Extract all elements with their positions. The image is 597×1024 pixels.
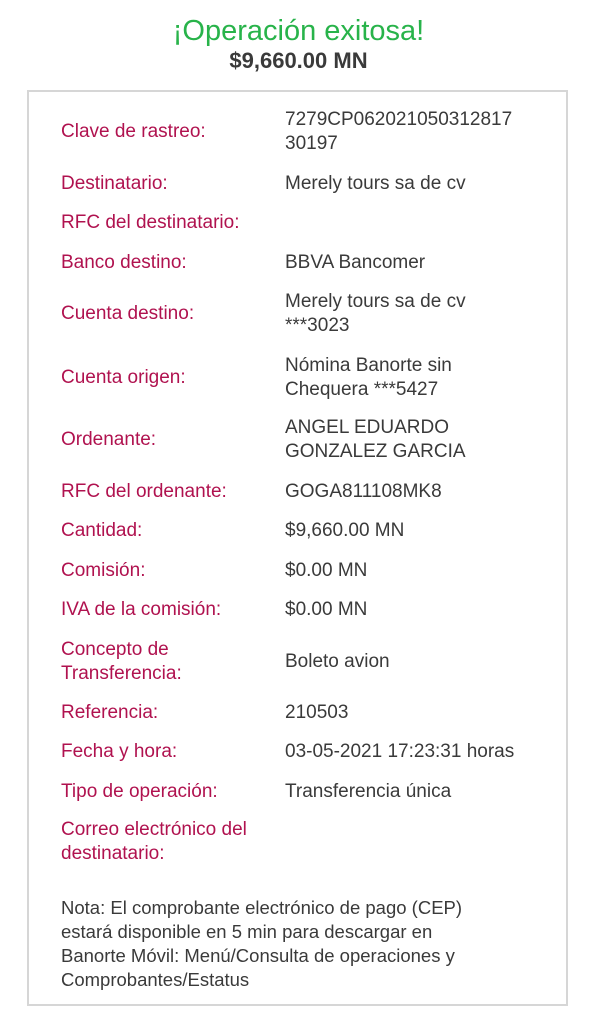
fecha-hora-label: Fecha y hora: bbox=[61, 741, 178, 762]
cep-note bbox=[61, 896, 541, 992]
header bbox=[0, 0, 597, 74]
clave-rastreo-value bbox=[285, 108, 555, 156]
referencia-value: 210503 bbox=[285, 702, 349, 723]
correo-label-line1: Correo electrónico del bbox=[61, 819, 247, 840]
ordenante-value bbox=[285, 416, 555, 464]
ordenante-value-line1: ANGEL EDUARDO bbox=[285, 417, 449, 438]
iva-comision-label: IVA de la comisión: bbox=[61, 599, 222, 620]
banco-destino-value: BBVA Bancomer bbox=[285, 252, 426, 273]
concepto-label-line1: Concepto de bbox=[61, 639, 169, 660]
correo-label bbox=[61, 818, 301, 866]
tipo-operacion-label: Tipo de operación: bbox=[61, 781, 218, 802]
clave-rastreo-value-line2: 30197 bbox=[285, 133, 338, 154]
rfc-destinatario-label: RFC del destinatario: bbox=[61, 212, 240, 233]
concepto-value: Boleto avion bbox=[285, 651, 390, 672]
rfc-ordenante-label: RFC del ordenante: bbox=[61, 481, 227, 502]
cuenta-origen-value bbox=[285, 354, 555, 402]
cuenta-destino-value-line2: ***3023 bbox=[285, 315, 350, 336]
clave-rastreo-label: Clave de rastreo: bbox=[61, 121, 206, 142]
note-line4: Comprobantes/Estatus bbox=[61, 969, 250, 990]
destinatario-label: Destinatario: bbox=[61, 173, 168, 194]
cuenta-origen-value-line1: Nómina Banorte sin bbox=[285, 355, 452, 376]
ordenante-value-line2: GONZALEZ GARCIA bbox=[285, 441, 466, 462]
cantidad-label: Cantidad: bbox=[61, 520, 143, 541]
destinatario-value: Merely tours sa de cv bbox=[285, 173, 466, 194]
iva-comision-value: $0.00 MN bbox=[285, 599, 368, 620]
rfc-ordenante-value: GOGA811108MK8 bbox=[285, 481, 442, 502]
receipt-card bbox=[27, 90, 568, 1006]
note-line3: Banorte Móvil: Menú/Consulta de operaciones y bbox=[61, 945, 455, 966]
comision-label: Comisión: bbox=[61, 560, 146, 581]
correo-label-line2: destinatario: bbox=[61, 843, 165, 864]
cuenta-destino-value bbox=[285, 290, 555, 338]
cuenta-destino-label: Cuenta destino: bbox=[61, 303, 195, 324]
note-line1: Nota: El comprobante electrónico de pago (CEP) bbox=[61, 897, 463, 918]
total-amount: $9,660.00 MN bbox=[229, 48, 368, 73]
concepto-label-line2: Transferencia: bbox=[61, 663, 182, 684]
referencia-label: Referencia: bbox=[61, 702, 159, 723]
tipo-operacion-value: Transferencia única bbox=[285, 781, 452, 802]
cantidad-value: $9,660.00 MN bbox=[285, 520, 405, 541]
note-line2: estará disponible en 5 min para descargar en bbox=[61, 921, 433, 942]
cuenta-destino-value-line1: Merely tours sa de cv bbox=[285, 291, 466, 312]
comision-value: $0.00 MN bbox=[285, 560, 368, 581]
success-title: ¡Operación exitosa! bbox=[172, 15, 425, 47]
cuenta-origen-label: Cuenta origen: bbox=[61, 367, 186, 388]
banco-destino-label: Banco destino: bbox=[61, 252, 187, 273]
cuenta-origen-value-line2: Chequera ***5427 bbox=[285, 379, 439, 400]
ordenante-label: Ordenante: bbox=[61, 429, 157, 450]
fecha-hora-value: 03-05-2021 17:23:31 horas bbox=[285, 741, 515, 762]
concepto-label bbox=[61, 638, 281, 686]
clave-rastreo-value-line1: 7279CP062021050312817 bbox=[285, 109, 513, 130]
